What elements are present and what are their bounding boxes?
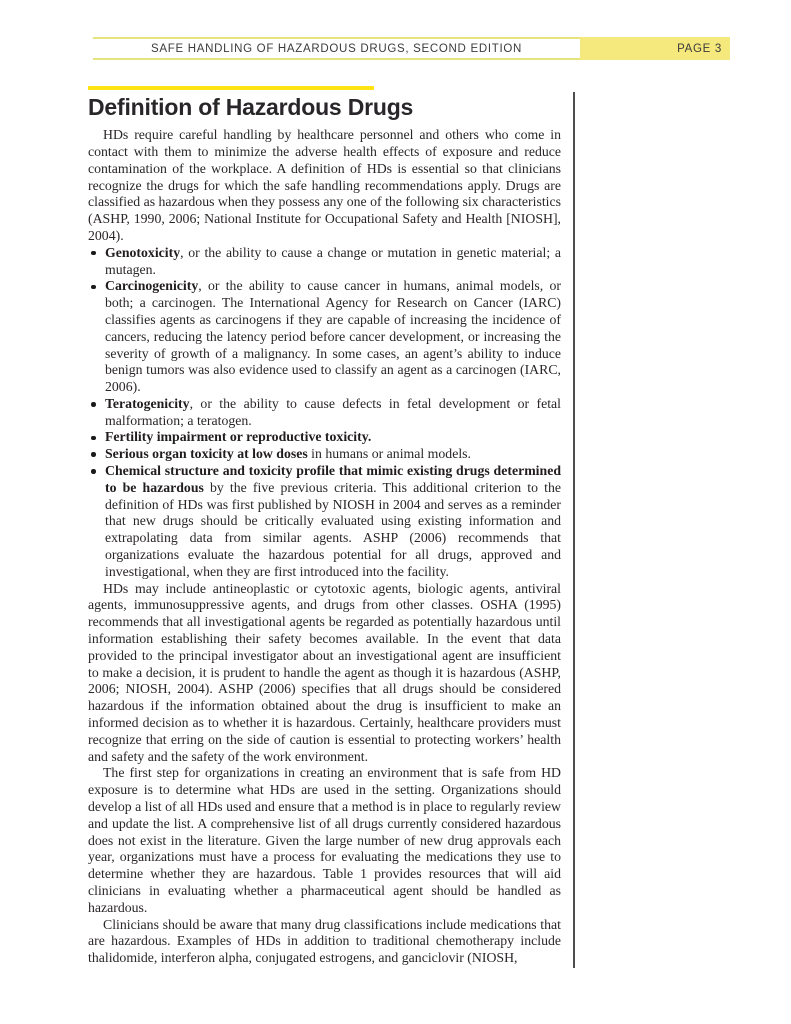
bullet-icon bbox=[91, 251, 96, 256]
bullet-text: , or the ability to cause a change or mutation in genetic material; a mutagen. bbox=[105, 244, 561, 277]
section-heading: Definition of Hazardous Drugs bbox=[88, 94, 414, 120]
bullet-text: , or the ability to cause defects in fetal development or fetal malformation; a teratogen. bbox=[105, 395, 561, 428]
paragraph-intro: HDs require careful handling by healthcare personnel and others who come in contact with them to minimize the adverse health effects of exposure and reduce contamination of the workplace. A definition of HDs is essential so that clinicians recognize the drugs for which the safe handling recommendations apply. Drugs are classified as hazardous when they possess any one of the following six characteristics (ASHP, 1990, 2006; National Institute for Occupational Safety and Health [NIOSH], 2004). bbox=[88, 127, 561, 243]
page-number-badge bbox=[580, 37, 730, 60]
bullet-term: Chemical structure and toxicity profile that mimic existing drugs determined to be hazardous bbox=[105, 463, 561, 495]
bullet-icon bbox=[91, 469, 96, 474]
bullet-item-genotoxicity bbox=[88, 245, 561, 279]
bullet-icon bbox=[91, 285, 96, 290]
bullet-item-chemical-structure bbox=[88, 463, 561, 581]
bullet-item-fertility bbox=[88, 429, 561, 446]
bullet-text: , or the ability to cause cancer in humans, animal models, or both; a carcinogen. The International Agency for Research on Cancer (IARC) classifies agents as carcinogens if they are capable of increasing the incidence of cancers, reducing the latency period before cancer development, or increasing the severity of growth of a malignancy. In some cases, an agent’s ability to induce benign tumors was also evidence used to classify an agent as a carcinogen (IARC, 2006). bbox=[105, 278, 561, 395]
bullet-term: Serious organ toxicity at low doses bbox=[105, 446, 308, 462]
bullet-term: Teratogenicity bbox=[105, 395, 190, 411]
column-divider-rule bbox=[573, 92, 575, 968]
bullet-text: in humans or animal models. bbox=[307, 446, 471, 462]
paragraph-hd-classes: HDs may include antineoplastic or cytotoxic agents, biologic agents, antiviral agents, immunosuppressive agents, and drugs from other classes. OSHA (1995) recommends that all investigational agents be regarded as potentially hazardous until information establishing their safety becomes available. In the event that data provided to the principal investigator about an investigational agent are insufficient to make a decision, it is prudent to handle the agent as though it is hazardous (ASHP, 2006; NIOSH, 2004). ASHP (2006) specifies that all drugs should be considered hazardous if the information obtained about the drug is insufficient to make an informed decision as to whether it is hazardous. Certainly, healthcare providers must recognize that erring on the side of caution is essential to protecting workers’ health and safety and the safety of the work environment. bbox=[88, 580, 561, 764]
page-number-label: PAGE 3 bbox=[677, 42, 722, 55]
bullet-term: Carcinogenicity bbox=[105, 278, 199, 294]
running-title: SAFE HANDLING OF HAZARDOUS DRUGS, SECOND EDITION bbox=[151, 42, 522, 55]
bullet-term: Genotoxicity bbox=[105, 244, 181, 260]
bullet-item-organ-toxicity bbox=[88, 446, 561, 463]
article-body bbox=[88, 127, 561, 967]
paragraph-first-step: The first step for organizations in creating an environment that is safe from HD exposure is to determine what HDs are used in the setting. Organizations should develop a list of all HDs used and ensure that a method is in place to regularly review and update the list. A comprehensive list of all drugs currently considered hazardous does not exist in the literature. Given the large number of new drug approvals each year, organizations must have a process for evaluating the medications they use to determine whether they are hazardous. Table 1 provides resources that will aid clinicians in evaluating whether a pharmaceutical agent should be handled as hazardous. bbox=[88, 765, 561, 915]
bullet-icon bbox=[91, 436, 96, 441]
bullet-term: Fertility impairment or reproductive toxicity. bbox=[105, 429, 372, 445]
article-column bbox=[88, 86, 561, 967]
bullet-item-carcinogenicity bbox=[88, 278, 561, 396]
criteria-bullet-list bbox=[88, 245, 561, 581]
paragraph-clinicians: Clinicians should be aware that many drug classifications include medications that are hazardous. Examples of HDs in addition to traditional chemotherapy include thalidomide, interferon alpha, conjugated estrogens, and ganciclovir (NIOSH, bbox=[88, 916, 561, 966]
running-title-cell bbox=[93, 37, 580, 60]
page-header bbox=[93, 37, 730, 60]
bullet-item-teratogenicity bbox=[88, 396, 561, 430]
bullet-icon bbox=[91, 402, 96, 407]
bullet-icon bbox=[91, 452, 96, 457]
heading-accent-bar bbox=[88, 86, 374, 90]
bullet-text: by the five previous criteria. This additional criterion to the definition of HDs was first published by NIOSH in 2004 and serves as a reminder that new drugs should be critically evaluated using existing information and extrapolating data from similar agents. ASHP (2006) recommends that organizations evaluate the hazardous potential for all drugs, approved and investigational, when they are first introduced into the facility. bbox=[105, 479, 561, 579]
